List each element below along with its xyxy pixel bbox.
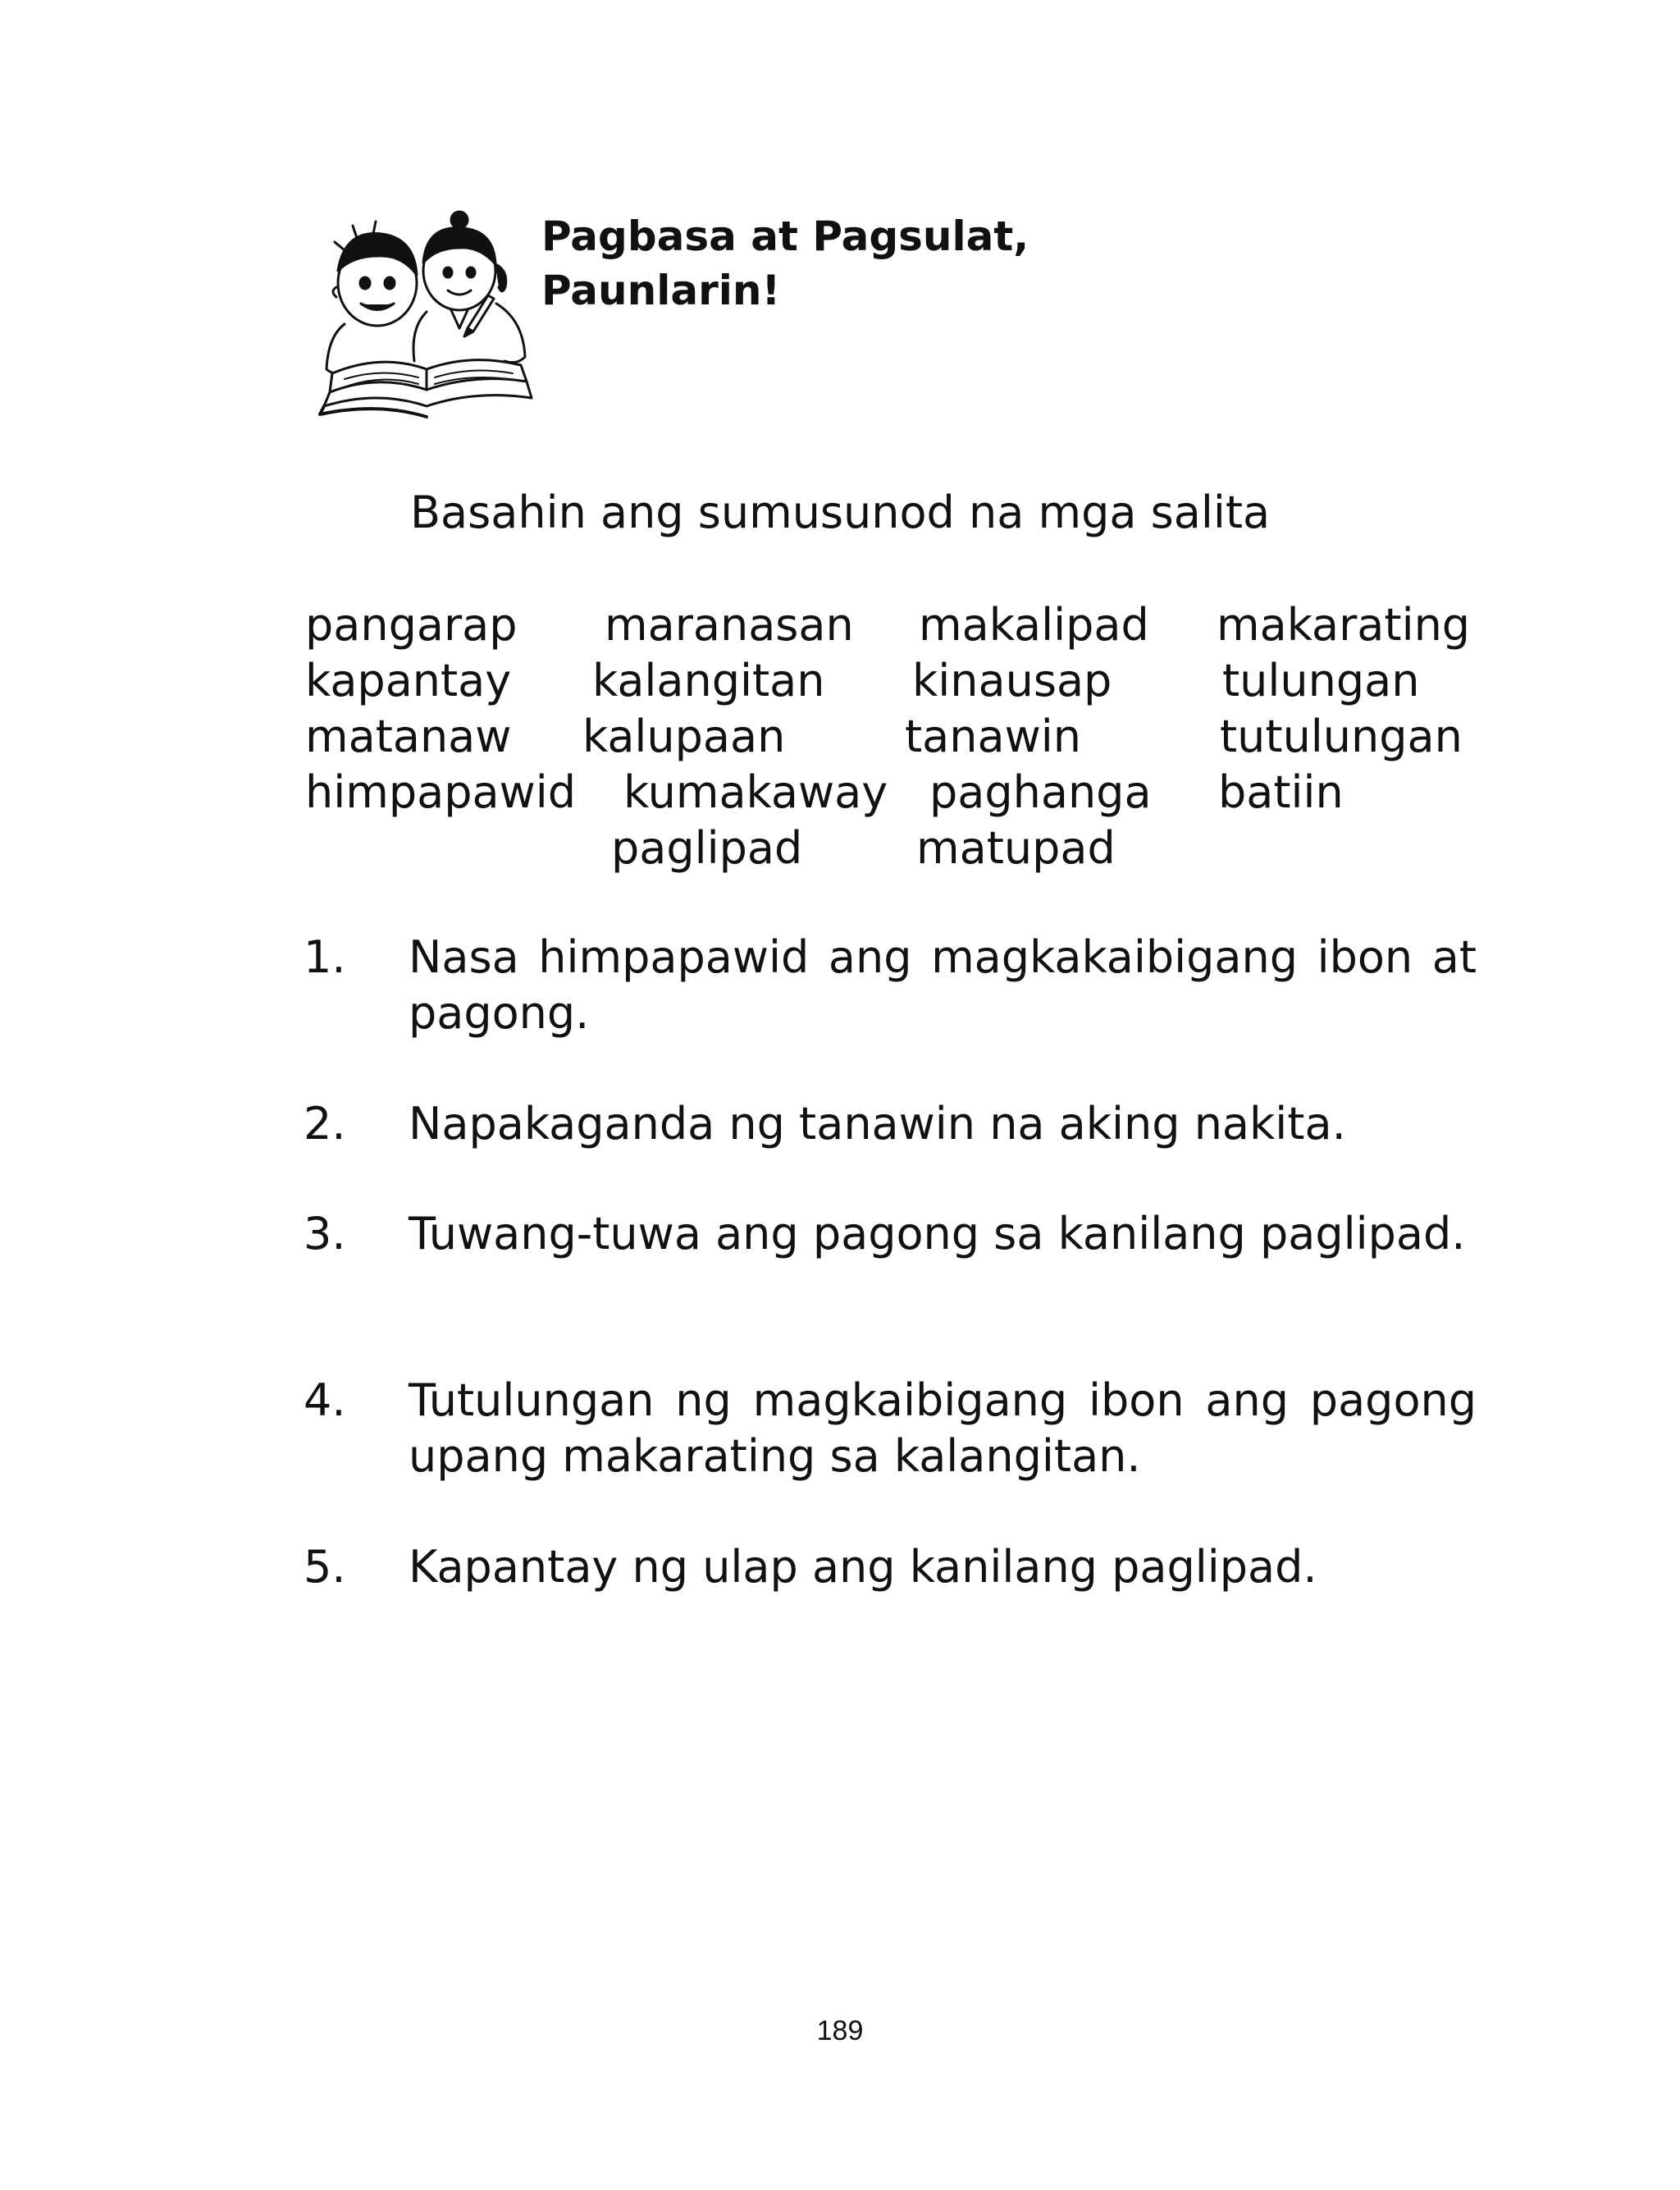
word-item: kalangitan	[592, 655, 825, 706]
sentence-number: 5.	[304, 1541, 346, 1593]
sentence-item	[304, 1096, 1477, 1152]
word-item: tulungan	[1222, 655, 1420, 706]
sentence-number: 4.	[304, 1374, 346, 1426]
sentence-text: Nasa himpapawid ang magkakaibigang ibon at pagong.	[409, 931, 1477, 1039]
word-item: himpapawid	[305, 766, 577, 818]
sentence-number: 3.	[304, 1208, 346, 1260]
word-item: makalipad	[919, 599, 1149, 651]
instruction-text: Basahin ang sumusunod na mga salita	[410, 487, 1271, 538]
word-item: paghanga	[929, 766, 1152, 818]
word-item: pangarap	[305, 599, 518, 651]
sentence-text: Kapantay ng ulap ang kanilang paglipad.	[409, 1541, 1317, 1593]
sentence-text: Tuwang-tuwa ang pagong sa kanilang paglipad.	[409, 1208, 1466, 1260]
page-number: 189	[816, 2015, 864, 2046]
title-line-2: Paunlarin!	[541, 267, 781, 314]
word-item: paglipad	[611, 822, 803, 874]
sentence-item	[304, 1206, 1477, 1262]
sentence-number: 2.	[304, 1098, 346, 1150]
sentence-text: Napakaganda ng tanawin na aking nakita.	[409, 1098, 1346, 1150]
word-item: kinausap	[912, 655, 1112, 706]
sentence-item	[304, 1539, 1477, 1595]
word-item: tanawin	[905, 711, 1081, 762]
sentence-item	[304, 930, 1477, 1041]
word-item: kumakaway	[623, 766, 888, 818]
word-item: maranasan	[605, 599, 854, 651]
word-item: batiin	[1218, 766, 1344, 818]
word-item: kalupaan	[582, 711, 786, 762]
word-item: kapantay	[305, 655, 512, 706]
word-item: matanaw	[305, 711, 512, 762]
title-line-1: Pagbasa at Pagsulat,	[541, 213, 1029, 260]
sentence-text: Tutulungan ng magkaibigang ibon ang pagong upang makarating sa kalangitan.	[409, 1374, 1477, 1482]
word-item: matupad	[916, 822, 1116, 874]
word-item: makarating	[1217, 599, 1471, 651]
sentence-number: 1.	[304, 931, 346, 983]
sentence-item	[304, 1373, 1477, 1484]
word-item: tutulungan	[1220, 711, 1463, 762]
